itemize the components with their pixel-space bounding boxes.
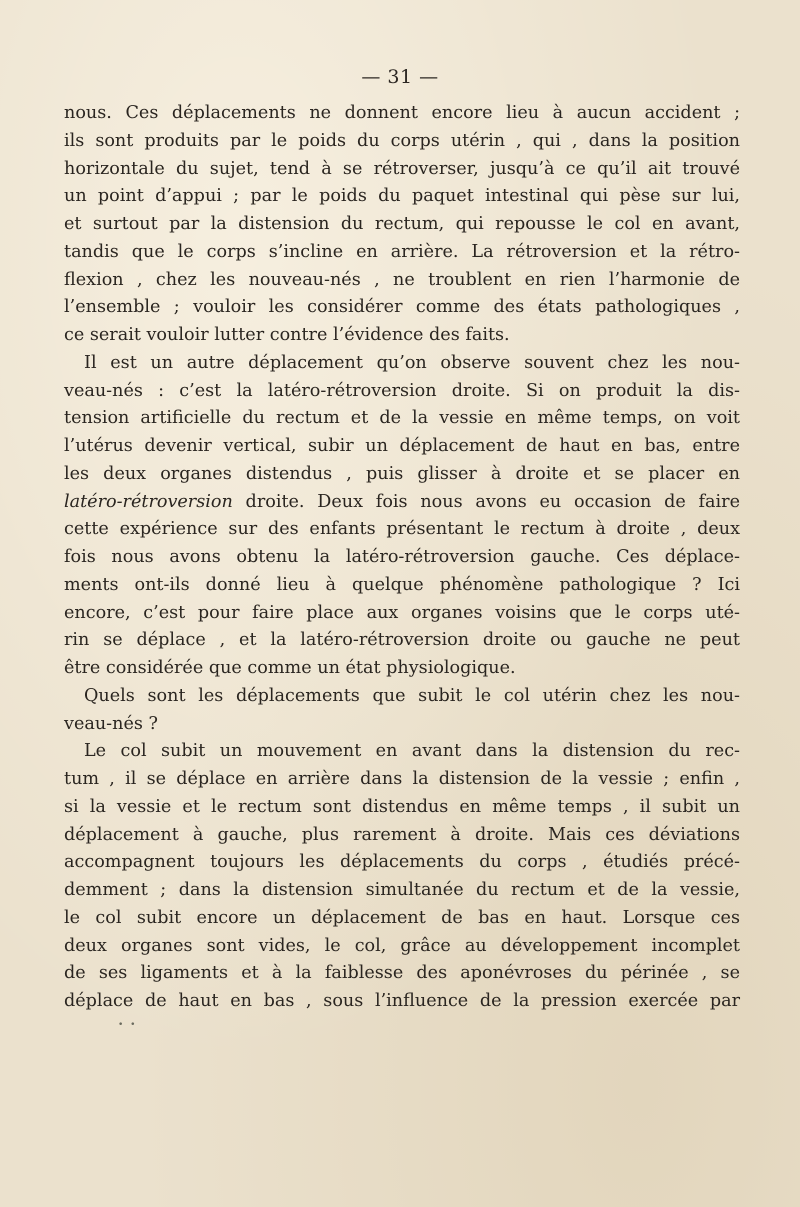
- text-line: Il est un autre déplacement qu’on observe souvent chez les nou-: [84, 352, 740, 373]
- text-line: cette expérience sur des enfants présentant le rectum à droite , deux: [64, 519, 740, 540]
- text-line: veau-nés : c’est la latéro-rétroversion droite. Si on produit la dis-: [64, 380, 740, 401]
- body-text: [64, 100, 740, 1016]
- text-line: si la vessie et le rectum sont distendus en même temps , il subit un: [64, 796, 740, 817]
- page-number: — 31 —: [361, 66, 439, 88]
- text-line: tandis que le corps s’incline en arrière. La rétroversion et la rétro-: [64, 241, 740, 262]
- text-line: ce serait vouloir lutter contre l’évidence des faits.: [64, 325, 510, 345]
- text-line: déplacement à gauche, plus rarement à droite. Mais ces déviations: [64, 824, 740, 845]
- text-line: l’utérus devenir vertical, subir un déplacement de haut en bas, entre: [64, 436, 740, 456]
- line-text: droite. Deux fois nous avons eu occasion de faire: [232, 491, 740, 512]
- text-line: horizontale du sujet, tend à se rétroverser, jusqu’à ce qu’il ait trouvé: [64, 158, 740, 179]
- text-line: les deux organes distendus , puis glisser à droite et se placer en: [64, 463, 740, 484]
- text-line: veau-nés ?: [64, 713, 158, 734]
- text-line: accompagnent toujours les déplacements du corps , étudiés précé-: [64, 852, 740, 873]
- text-line: flexion , chez les nouveau-nés , ne troublent en rien l’harmonie de: [64, 269, 740, 290]
- text-line: être considérée que comme un état physiologique.: [64, 658, 516, 678]
- text-line: tension artificielle du rectum et de la vessie en même temps, on voit: [64, 408, 740, 429]
- text-line: nous. Ces déplacements ne donnent encore lieu à aucun accident ;: [64, 103, 740, 123]
- text-line: un point d’appui ; par le poids du paquet intestinal qui pèse sur lui,: [64, 186, 740, 207]
- text-line: déplace de haut en bas , sous l’influence de la pression exercée par: [64, 991, 740, 1011]
- text-line: [64, 489, 740, 517]
- text-line: deux organes sont vides, le col, grâce au développement incomplet: [64, 935, 740, 956]
- text-line: Quels sont les déplacements que subit le col utérin chez les nou-: [84, 685, 740, 706]
- text-line: demment ; dans la distension simultanée du rectum et de la vessie,: [64, 880, 740, 900]
- text-line: et surtout par la distension du rectum, qui repousse le col en avant,: [64, 214, 740, 234]
- italic-term: latéro-rétroversion: [64, 491, 233, 512]
- text-line: Le col subit un mouvement en avant dans la distension du rec-: [84, 741, 740, 762]
- text-line: ils sont produits par le poids du corps utérin , qui , dans la position: [64, 130, 740, 151]
- text-line: tum , il se déplace en arrière dans la distension de la vessie ; enfin ,: [64, 769, 740, 789]
- text-line: ments ont-ils donné lieu à quelque phénomène pathologique ? Ici: [64, 574, 740, 595]
- text-line: rin se déplace , et la latéro-rétroversion droite ou gauche ne peut: [64, 630, 740, 651]
- text-line: l’ensemble ; vouloir les considérer comme des états pathologiques ,: [64, 297, 740, 318]
- text-line: fois nous avons obtenu la latéro-rétroversion gauche. Ces déplace-: [64, 547, 740, 567]
- text-line: encore, c’est pour faire place aux organes voisins que le corps uté-: [64, 602, 740, 623]
- ink-speck: • •: [118, 1020, 138, 1030]
- text-line: de ses ligaments et à la faiblesse des aponévroses du périnée , se: [64, 963, 740, 984]
- text-line: le col subit encore un déplacement de bas en haut. Lorsque ces: [64, 907, 740, 928]
